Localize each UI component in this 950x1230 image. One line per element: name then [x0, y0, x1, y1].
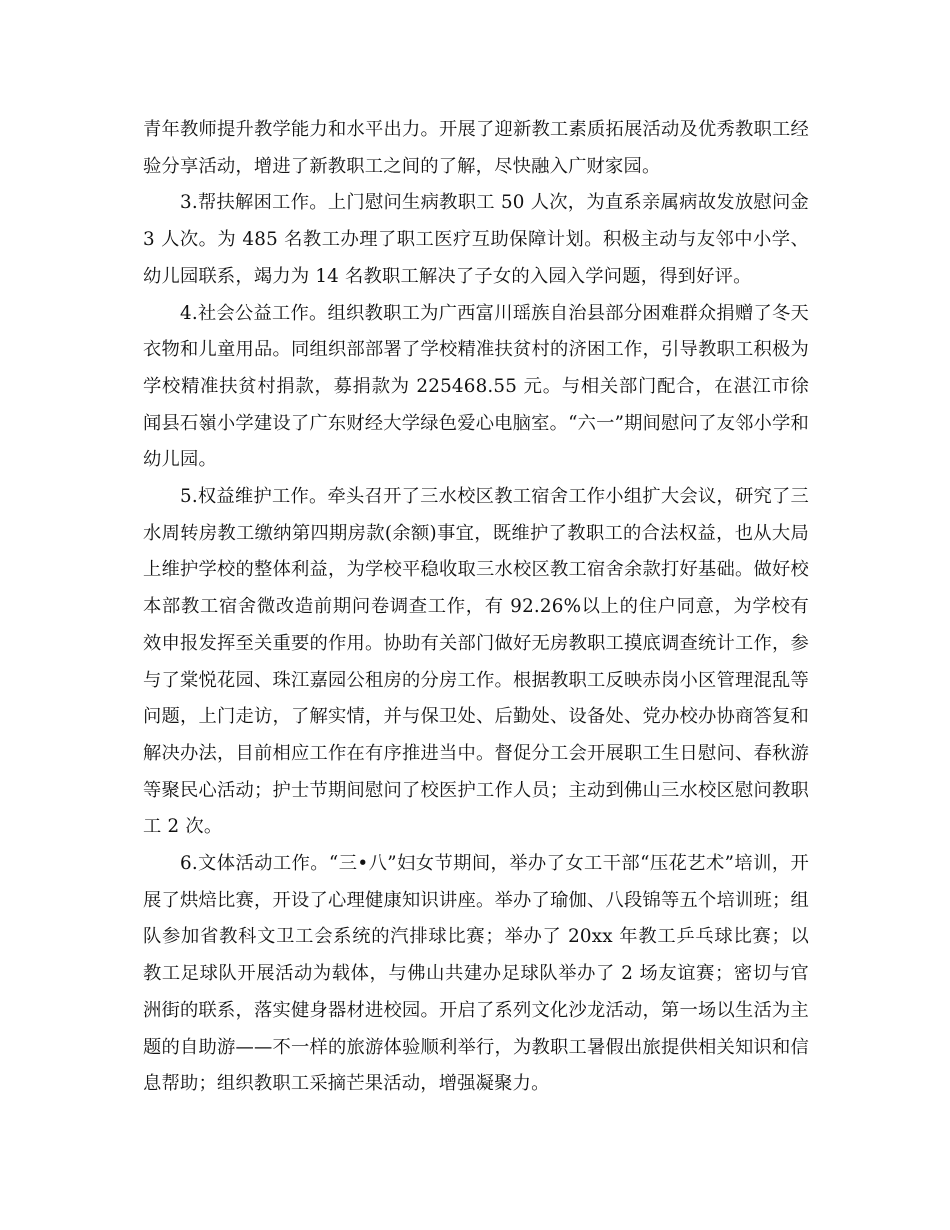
paragraph-continuation: 青年教师提升教学能力和水平出力。开展了迎新教工素质拓展活动及优秀教职工经验分享活动，增进了新教职工之间的了解，尽快融入广财家园。 [143, 119, 809, 177]
paragraph-cultural-sports-work: 6.文体活动工作。“三•八”妇女节期间，举办了女工干部“压花艺术”培训，开展了烘焙比赛，开设了心理健康知识讲座。举办了瑜伽、八段锦等五个培训班；组队参加省教科文卫工会系统的汽排球比赛；举办了 20xx 年教工乒乓球比赛；以教工足球队开展活动为载体，与佛山共建办足球队举办了 2 场友谊赛；密切与官洲街的联系，落实健身器材进校园。开启了系列文化沙龙活动，第一场以生活为主题的自助游——不一样的旅游体验顺利举行，为教职工暑假出旅提供相关知识和信息帮助；组织教职工采摘芒果活动，增强凝聚力。 [143, 853, 809, 1095]
paragraph-rights-protection-work: 5.权益维护工作。牵头召开了三水校区教工宿舍工作小组扩大会议，研究了三水周转房教工缴纳第四期房款(余额)事宜，既维护了教职工的合法权益，也从大局上维护学校的整体利益，为学校平稳收取三水校区教工宿舍余款打好基础。做好校本部教工宿舍微改造前期问卷调查工作，有 92.26%以上的住户同意，为学校有效申报发挥至关重要的作用。协助有关部门做好无房教职工摸底调查统计工作，参与了棠悦花园、珠江嘉园公租房的分房工作。根据教职工反映赤岗小区管理混乱等问题，上门走访，了解实情，并与保卫处、后勤处、设备处、党办校办协商答复和解决办法，目前相应工作在有序推进当中。督促分工会开展职工生日慰问、春秋游等聚民心活动；护士节期间慰问了校医护工作人员；主动到佛山三水校区慰问教职工 2 次。 [143, 486, 809, 838]
paragraph-public-welfare-work: 4.社会公益工作。组织教职工为广西富川瑶族自治县部分困难群众捐赠了冬天衣物和儿童用品。同组织部部署了学校精准扶贫村的济困工作，引导教职工积极为学校精准扶贫村捐款，募捐款为 225468.55 元。与相关部门配合，在湛江市徐闻县石嶺小学建设了广东财经大学绿色爱心电脑室。“六一”期间慰问了友邻小学和幼儿园。 [143, 302, 809, 471]
paragraph-assistance-work: 3.帮扶解困工作。上门慰问生病教职工 50 人次，为直系亲属病故发放慰问金 3 人次。为 485 名教工办理了职工医疗互助保障计划。积极主动与友邻中小学、幼儿园联系，竭力为 14 名教职工解决了子女的入园入学问题，得到好评。 [143, 192, 809, 287]
document-body [143, 112, 809, 1103]
